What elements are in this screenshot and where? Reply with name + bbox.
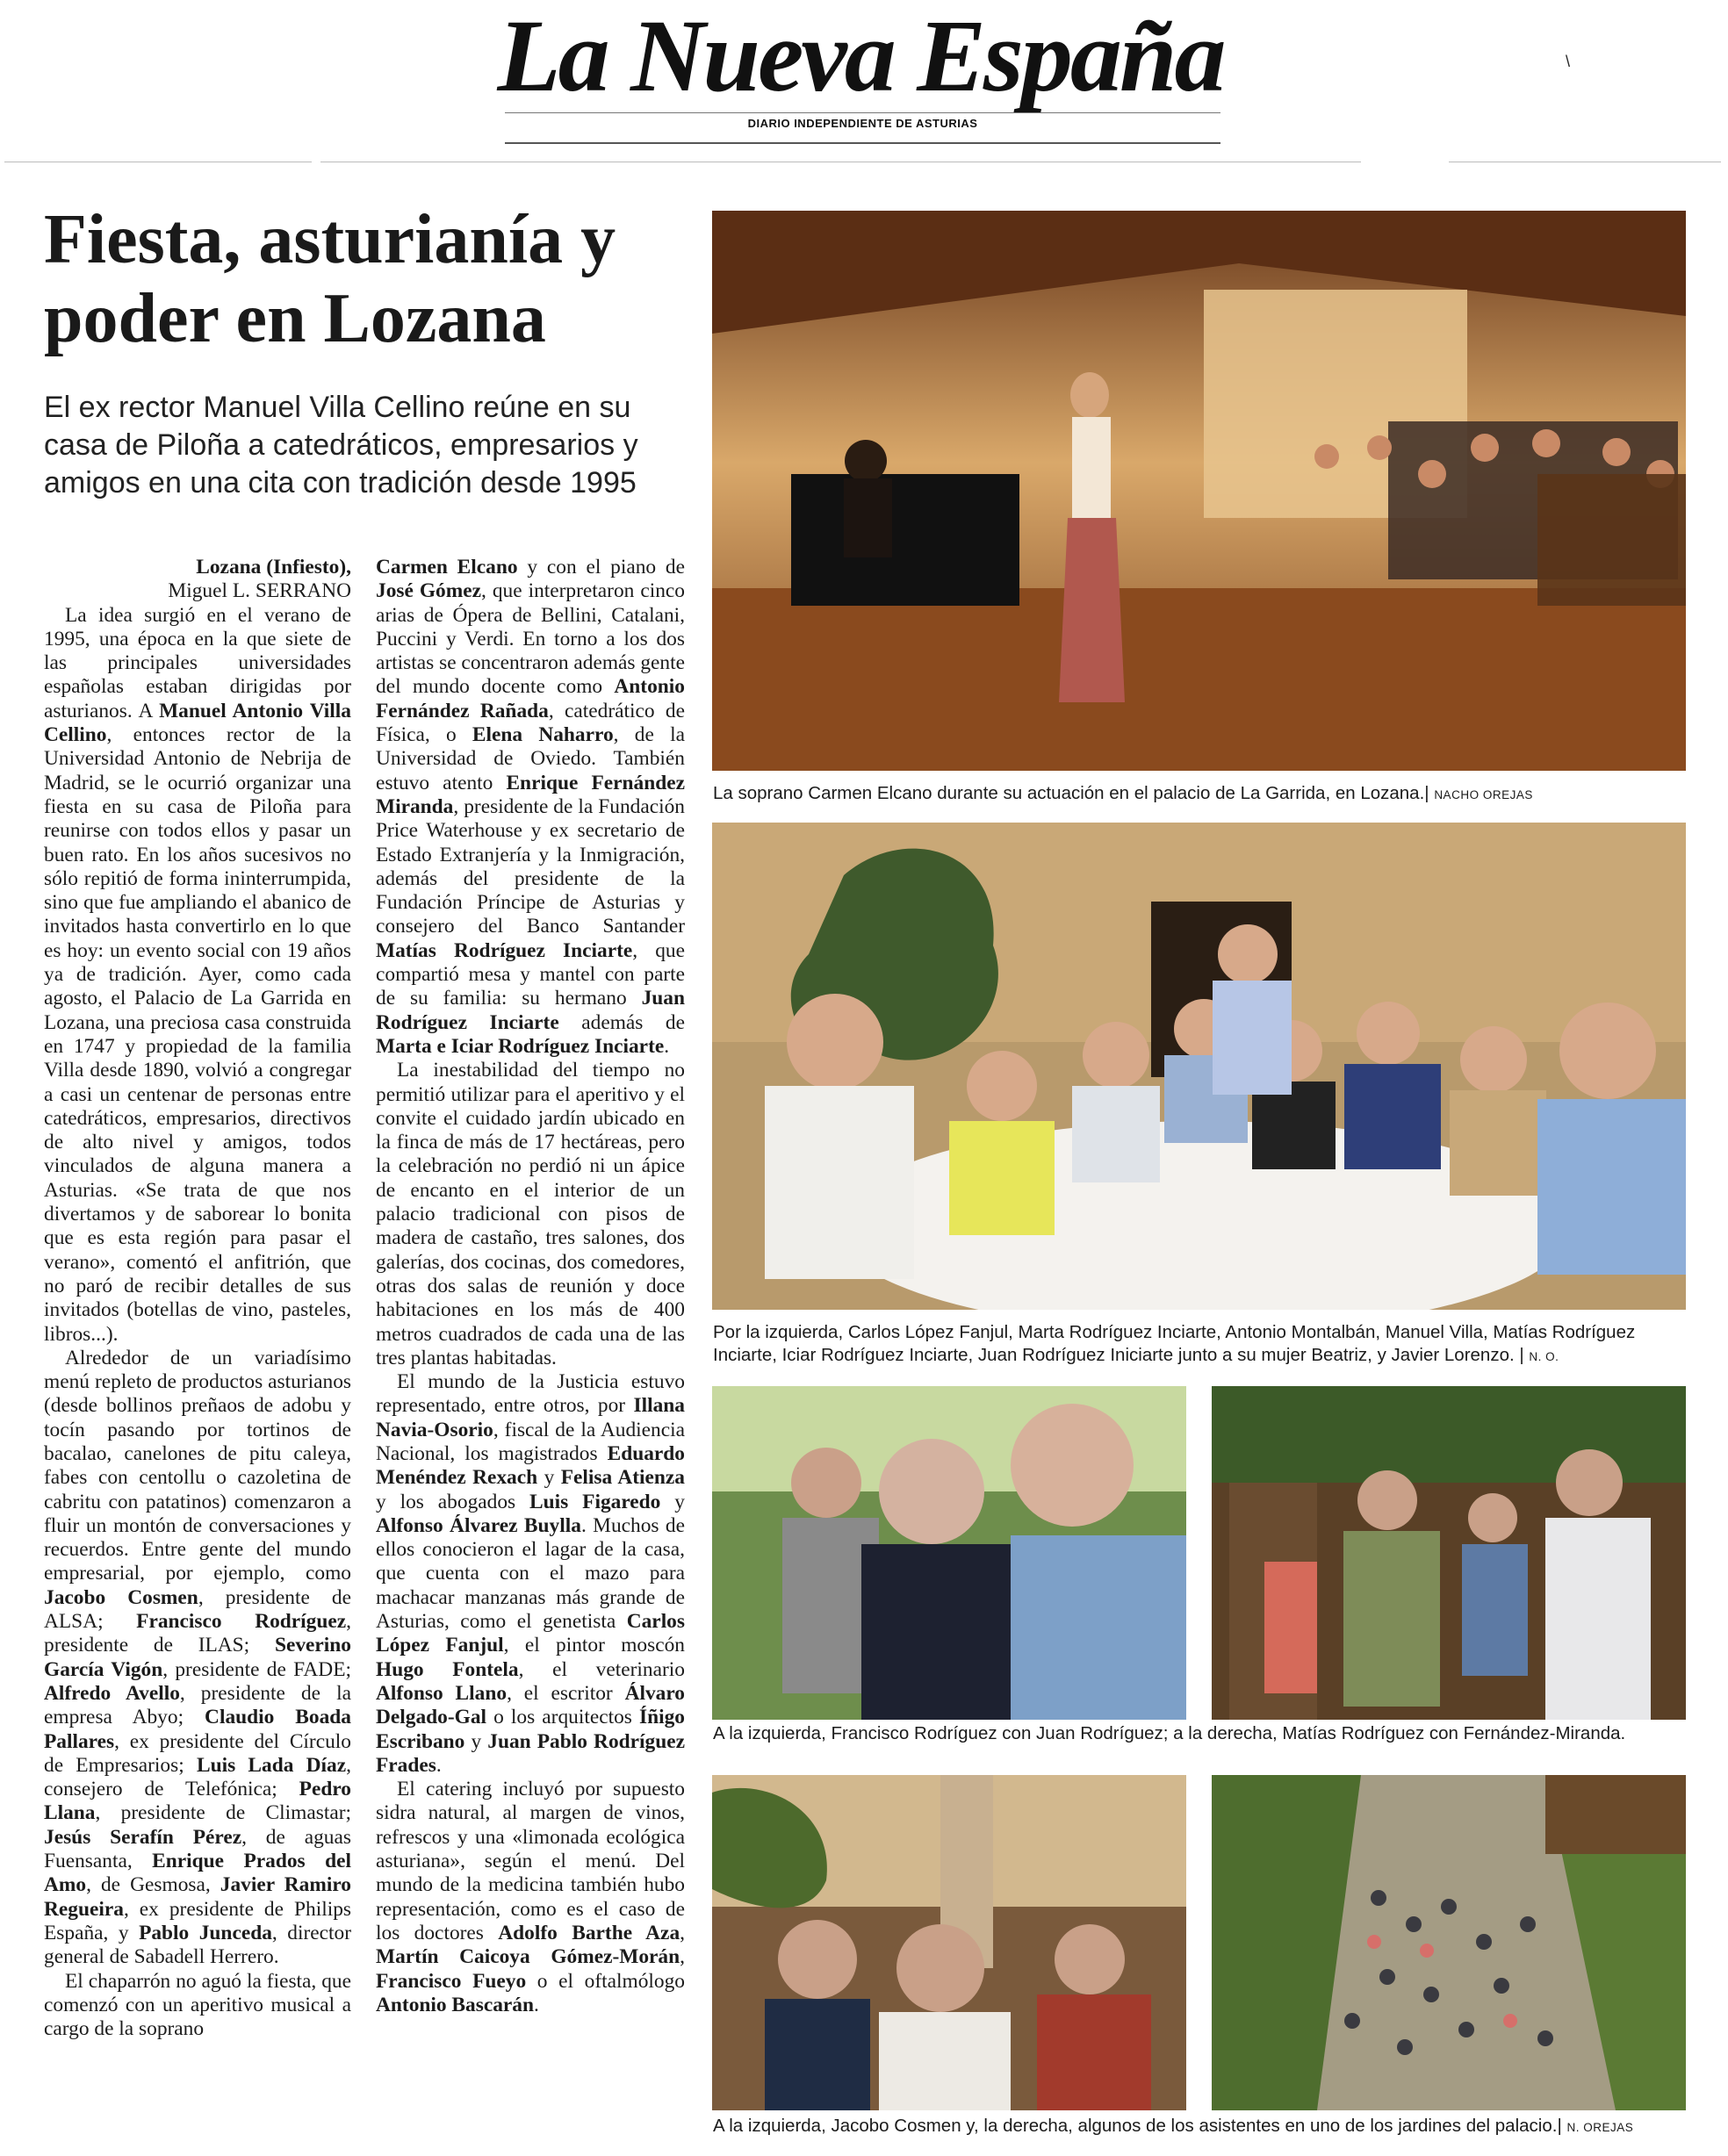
name-highlight: Alfonso Álvarez Buylla <box>376 1513 581 1537</box>
paragraph-text: , de aguas Fuensanta, <box>44 1825 351 1873</box>
name-highlight: Alfonso Llano <box>376 1681 508 1705</box>
article-paragraph <box>44 1970 351 2042</box>
article-paragraph <box>44 604 351 1347</box>
paragraph-text: , ex presidente del Círculo de Empresarios; <box>44 1729 351 1777</box>
paragraph-text: y con el piano de <box>517 556 685 579</box>
photo-credit-1: NACHO OREJAS <box>1434 788 1533 801</box>
name-highlight: Pablo Junceda <box>139 1921 272 1944</box>
paragraph-text: o los arquitectos <box>486 1706 639 1729</box>
paragraph-text: , presidente de ALSA; <box>44 1585 351 1634</box>
name-highlight: Elena Naharro <box>472 723 614 747</box>
name-highlight: Matías Rodríguez Inciarte <box>376 938 633 962</box>
name-highlight: Luis Figaredo <box>529 1490 661 1513</box>
paragraph-text: , catedrático de Física, o <box>376 699 685 747</box>
name-highlight: Antonio Fernández Rañada <box>376 675 685 722</box>
soprano-concert-image <box>712 211 1686 771</box>
paragraph-text: , presidente de la empresa Abyo; <box>44 1681 351 1729</box>
paragraph-text: . <box>664 1034 670 1058</box>
name-highlight: Manuel Antonio Villa Cellino <box>44 699 351 747</box>
name-highlight: Enrique Prados del Amo <box>44 1850 351 1897</box>
paragraph-text: además de <box>558 1010 685 1034</box>
photo-garden-guests <box>1212 1775 1686 2110</box>
paragraph-text: . <box>436 1753 442 1777</box>
byline <box>44 556 351 604</box>
name-highlight: Pedro Llana <box>44 1778 351 1825</box>
name-highlight: Carmen Elcano <box>376 556 518 579</box>
masthead-tagline: DIARIO INDEPENDIENTE DE ASTURIAS <box>747 117 978 130</box>
article-column-2 <box>376 556 685 2017</box>
name-highlight: Enrique Fernández Miranda <box>376 771 685 818</box>
name-highlight: Juan Pablo Rodríguez Frades <box>376 1729 685 1777</box>
masthead-title: La Nueva España <box>497 0 1224 113</box>
name-highlight: Carlos López Fanjul <box>376 1610 685 1657</box>
caption-text-4: A la izquierda, Jacobo Cosmen y, la derecha, algunos de los asistentes en uno de los jardines del palacio. <box>713 2116 1558 2136</box>
caption-text-3: A la izquierda, Francisco Rodríguez con Juan Rodríguez; a la derecha, Matías Rodríguez con Fernández-Miranda. <box>713 1723 1626 1743</box>
paragraph-text: , que compartió mesa y mantel con parte de su familia: su hermano <box>376 938 685 1010</box>
name-highlight: Jesús Serafín Pérez <box>44 1825 242 1849</box>
paragraph-text: , de la Universidad de Oviedo. También estuvo atento <box>376 723 685 794</box>
photo-dinner-table <box>712 823 1686 1310</box>
paragraph-text: , presidente de Climastar; <box>95 1801 351 1825</box>
caption-photo-2: Por la izquierda, Carlos López Fanjul, Marta Rodríguez Inciarte, Antonio Montalbán, Manuel Villa, Matías Rodríguez Inciarte, Iciar Rodríguez Inciarte, Juan Rodríguez Iniciarte junto a su mujer Beatriz, y Javier Lorenzo. | N. O. <box>713 1322 1636 1365</box>
caption-text-1: La soprano Carmen Elcano durante su actuación en el palacio de La Garrida, en Lozana. <box>713 783 1425 803</box>
corner-mark: \ <box>1566 53 1571 70</box>
photo-rodriguez-left <box>712 1386 1186 1720</box>
name-highlight: Luis Lada Díaz <box>196 1753 347 1777</box>
rodriguez-right-image <box>1212 1386 1686 1720</box>
name-highlight: Eduardo Menéndez Rexach <box>376 1441 685 1490</box>
name-highlight: Álvaro Delgado-Gal <box>376 1681 685 1729</box>
paragraph-text: , que interpretaron cinco arias de Ópera de Bellini, Catalani, Puccini y Verdi. En torno a los dos artistas se concentraron además gente del mundo docente como <box>376 579 686 699</box>
paragraph-text: . <box>534 1993 539 2016</box>
cosmen-image <box>712 1775 1186 2110</box>
caption-photo-3 <box>713 1722 1686 1745</box>
article-paragraph <box>376 1778 685 2017</box>
article-headline: Fiesta, asturianía y poder en Lozana <box>44 201 616 357</box>
paragraph-text: , presidente de ILAS; <box>44 1610 351 1657</box>
paragraph-text: , <box>680 1921 685 1944</box>
paragraph-text: , entonces rector de la Universidad Antonio de Nebrija de Madrid, se le ocurrió organizar una fiesta en su casa de Piloña para reunirse con todos ellos y pasar un buen rato. En los años sucesivos no sólo repitió de forma ininterrumpida, sino que fue ampliando el abanico de invitados hasta convertirlo en lo que es hoy: un evento social con 19 años ya de tradición. Ayer, como cada agosto, el Palacio de La Garrida en Lozana, una preciosa casa construida en 1747 y propiedad de la familia Villa desde 1890, volvió a congregar a casi un centenar de personas entre catedráticos, empresarios, directivos de alto nivel y amigos, todos vinculados de alguna manera a Asturias. «Se trata de que nos divertamos y de saborear lo bonita que es esta región para pasar el verano», comentó el anfitrión, que no paró de recibir detalles de sus invitados (botellas de vino, pasteles, libros...). <box>44 723 351 1346</box>
photo-cosmen <box>712 1775 1186 2110</box>
byline-author: Miguel L. SERRANO <box>168 579 351 603</box>
paragraph-text: , presidente de FADE; <box>162 1657 351 1681</box>
paragraph-text: La inestabilidad del tiempo no permitió utilizar para el aperitivo y el convite el cuidado jardín ubicado en la finca de más de 17 hectáreas, pero la celebración no perdió ni un ápice de encanto en el interior de un palacio tradicional con pisos de madera de castaño, tres salones, dos galerías, dos cocinas, dos comedores, otras dos salas de reunión y doce habitaciones en los más de 400 metros cuadrados de cada una de las tres plantas habitadas. <box>376 1059 685 1369</box>
name-highlight: Felisa Atienza <box>560 1466 686 1490</box>
name-highlight: Alfredo Avello <box>44 1681 180 1705</box>
paragraph-text: , <box>680 1945 685 1969</box>
name-highlight: Hugo Fontela <box>376 1657 519 1681</box>
paragraph-text: y <box>660 1490 685 1513</box>
paragraph-text: El chaparrón no aguó la fiesta, que comenzó con un aperitivo musical a cargo de la soprano <box>44 1969 351 2041</box>
paragraph-text: La idea surgió en el verano de 1995, una época en la que siete de las principales universidades españolas estaban dirigidas por asturianos. A <box>44 603 351 722</box>
name-highlight: Marta e Iciar Rodríguez Inciarte <box>376 1034 665 1058</box>
caption-photo-4: A la izquierda, Jacobo Cosmen y, la derecha, algunos de los asistentes en uno de los jardines del palacio.| N. OREJAS <box>713 2116 1634 2136</box>
paragraph-text: , el pintor moscón <box>503 1634 685 1657</box>
paragraph-text: o el oftalmólogo <box>526 1969 685 1993</box>
name-highlight: Martín Caicoya Gómez-Morán <box>376 1945 680 1969</box>
paragraph-text: y los abogados <box>376 1490 530 1513</box>
name-highlight: Francisco Rodríguez <box>136 1610 347 1634</box>
paragraph-text: y <box>464 1729 488 1753</box>
article-subhead: El ex rector Manuel Villa Cellino reúne en su casa de Piloña a catedráticos, empresarios y amigos en una cita con tradición desde 1995 <box>44 391 638 499</box>
name-highlight: Jacobo Cosmen <box>44 1585 198 1609</box>
paragraph-text: Alrededor de un variadísimo menú repleto de productos asturianos (desde bollinos preñaos de adobu y tocín pasando por tortinos de bacalao, canelones de pitu caleya, fabes con centollu o cazoletina de cabritu con patatinos) comenzaron a fluir un montón de conversaciones y recuerdos. Entre gente del mundo empresarial, por ejemplo, como <box>44 1346 351 1585</box>
masthead-rule-top <box>505 112 1220 113</box>
garden-guests-image <box>1212 1775 1686 2110</box>
byline-place: Lozana (Infiesto), <box>196 556 351 579</box>
name-highlight: Adolfo Barthe Aza <box>498 1921 680 1944</box>
paragraph-text: . Muchos de ellos conocieron el lagar de la casa, que cuenta con el mazo para machacar manzanas más grande de Asturias, como el genetista <box>376 1513 685 1634</box>
masthead-rule-bottom <box>505 142 1220 144</box>
article-paragraph <box>376 1370 685 1778</box>
paragraph-text: , el veterinario <box>518 1657 685 1681</box>
article-paragraph <box>44 1347 351 1970</box>
photo-credit-2: N. O. <box>1529 1350 1559 1363</box>
name-highlight: José Gómez <box>376 579 481 603</box>
name-highlight: Claudio Boada Pallares <box>44 1706 352 1753</box>
name-highlight: Illana Navia-Osorio <box>376 1394 685 1441</box>
paragraph-text: , presidente de la Fundación Price Waterhouse y ex secretario de Estado Extranjería y la Inmigración, además del presidente de la Fundación Príncipe de Asturias y consejero del Banco Santander <box>376 794 685 938</box>
paragraph-text: El mundo de la Justicia estuvo representado, entre otros, por <box>376 1370 685 1418</box>
article-paragraph <box>376 1059 685 1370</box>
name-highlight: Íñigo Escribano <box>376 1706 685 1753</box>
paragraph-text: El catering incluyó por supuesto sidra natural, al margen de vinos, refrescos y una «limonada ecológica asturiana», según el menú. Del mundo de la medicina también hubo representación, como es el caso de los doctores <box>376 1778 685 1944</box>
paragraph-text: , el escritor <box>507 1681 625 1705</box>
paragraph-text: y <box>537 1466 561 1490</box>
name-highlight: Juan Rodríguez Inciarte <box>376 987 685 1034</box>
paragraph-text: , fiscal de la Audiencia Nacional, los magistrados <box>376 1418 685 1465</box>
column-2-body <box>376 556 685 2017</box>
paragraph-text: , ex presidente de Philips España, y <box>44 1897 351 1944</box>
paragraph-text: , de Gesmosa, <box>86 1873 220 1897</box>
name-highlight: Antonio Bascarán <box>376 1993 534 2016</box>
photo-soprano-concert <box>712 211 1686 771</box>
dinner-table-image <box>712 823 1686 1310</box>
caption-photo-1: La soprano Carmen Elcano durante su actuación en el palacio de La Garrida, en Lozana.| NACHO OREJAS <box>713 783 1533 803</box>
name-highlight: Javier Ramiro Regueira <box>44 1873 351 1921</box>
photo-rodriguez-right <box>1212 1386 1686 1720</box>
paragraph-text: , consejero de Telefónica; <box>44 1753 351 1801</box>
paragraph-text: , director general de Sabadell Herrero. <box>44 1921 351 1969</box>
article-paragraph <box>376 556 685 1059</box>
name-highlight: Francisco Fueyo <box>376 1969 527 1993</box>
caption-text-2: Por la izquierda, Carlos López Fanjul, Marta Rodríguez Inciarte, Antonio Montalbán, Manuel Villa, Matías Rodríguez Inciarte, Iciar Rodríguez Inciarte, Juan Rodríguez Iniciarte junto a su mujer Beatriz, y Javier Lorenzo. <box>713 1322 1636 1365</box>
article-column-1 <box>44 556 351 2041</box>
name-highlight: Severino García Vigón <box>44 1634 351 1681</box>
photo-credit-4: N. OREJAS <box>1566 2121 1634 2134</box>
column-1-body <box>44 604 351 2042</box>
rodriguez-left-image <box>712 1386 1186 1720</box>
